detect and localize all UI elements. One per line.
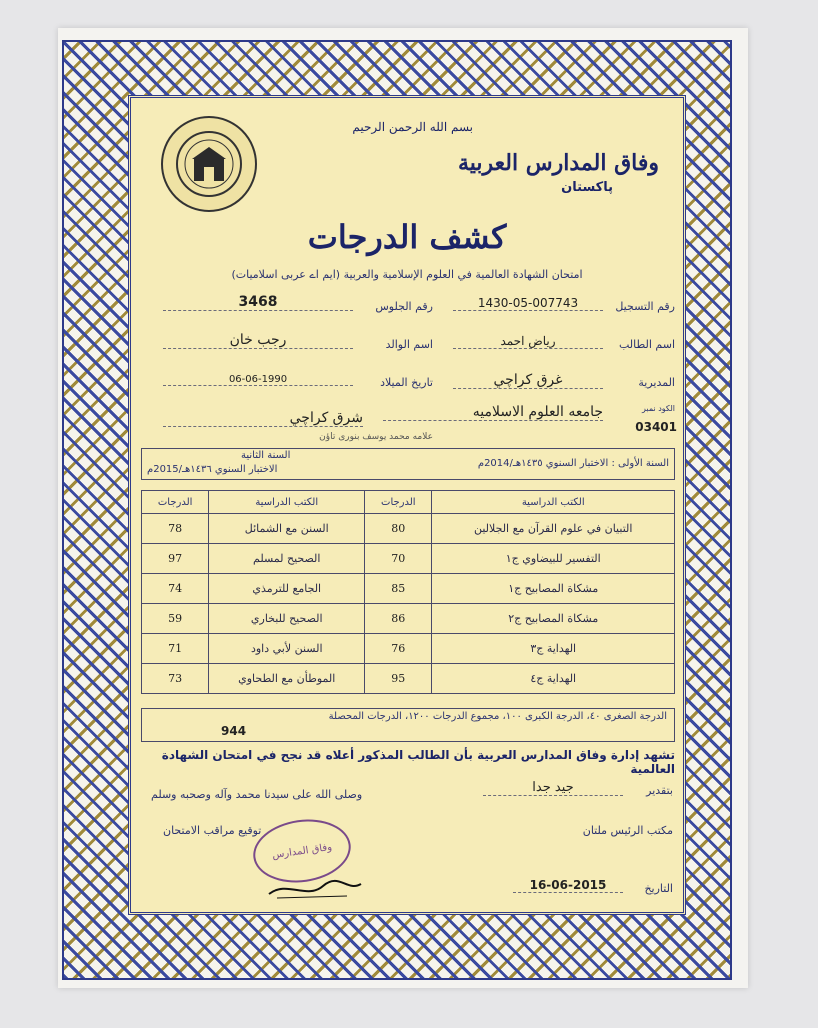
office-label: مكتب الرئيس ملتان — [582, 824, 673, 837]
subject-cell: الصحيح لمسلم — [209, 544, 365, 574]
table-header-row — [142, 491, 675, 514]
grade-cell: 71 — [142, 634, 209, 664]
table-row — [142, 574, 675, 604]
table-row — [142, 604, 675, 634]
subject-cell: الصحيح للبخاري — [209, 604, 365, 634]
school-address: علامه محمد يوسف بنورى تاؤن — [319, 432, 433, 442]
examiner-label: توقيع مراقب الامتحان — [163, 824, 262, 837]
grade-cell: 86 — [365, 604, 432, 634]
subject-cell: التبيان في علوم القرآن مع الجلالين — [432, 514, 675, 544]
subject-cell: السنن لأبي داود — [209, 634, 365, 664]
org-country: پاکستان — [561, 180, 613, 195]
city-value: غرق كراچي — [453, 372, 603, 389]
subject-cell: الموطأن مع الطحاوي — [209, 664, 365, 694]
emblem-seal-icon — [161, 116, 257, 212]
grade-cell: 74 — [142, 574, 209, 604]
table-row — [142, 514, 675, 544]
second-year-title: السنة الثانية — [241, 450, 291, 461]
totals-obtained: 944 — [221, 724, 247, 738]
subject-cell: الهداية ج٤ — [432, 664, 675, 694]
father-label: اسم الوالد — [385, 338, 433, 351]
reg-label: رقم التسجيل — [615, 300, 675, 313]
grade-cell: 78 — [142, 514, 209, 544]
reg-value: 1430-05-007743 — [453, 296, 603, 311]
school-code-label: الكود نمبر — [642, 404, 675, 413]
totals-summary: الدرجة الصغرى ٤٠، الدرجة الكبرى ١٠٠، مجموع الدرجات ١٢٠٠، الدرجات المحصلة — [328, 711, 667, 722]
grade-cell: 73 — [142, 664, 209, 694]
school-value: جامعه العلوم الاسلاميه — [383, 404, 603, 421]
dob-label: تاريخ الميلاد — [380, 376, 433, 389]
grade-cell: 80 — [365, 514, 432, 544]
col-grade-1: الدرجات — [365, 491, 432, 514]
student-label: اسم الطالب — [618, 338, 675, 351]
student-value: رياض احمد — [453, 334, 603, 349]
grade-cell: 97 — [142, 544, 209, 574]
blessing: وصلى الله على سيدنا محمد وآله وصحبه وسلم — [151, 788, 363, 801]
roll-label: رقم الجلوس — [375, 300, 433, 313]
grade-cell: 85 — [365, 574, 432, 604]
col-grade-2: الدرجات — [142, 491, 209, 514]
date-label: التاريخ — [644, 882, 673, 895]
school-city: شرق كراچي — [163, 410, 363, 427]
grade-cell: 95 — [365, 664, 432, 694]
second-year: الاختبار السنوي ١٤٣٦هـ/2015م — [147, 464, 278, 475]
grade-cell: 76 — [365, 634, 432, 664]
document-title: كشف الدرجات — [307, 218, 507, 256]
table-row — [142, 544, 675, 574]
school-code: 03401 — [635, 420, 677, 434]
table-row — [142, 634, 675, 664]
subject-cell: الجامع للترمذي — [209, 574, 365, 604]
city-label: المديرية — [638, 376, 675, 389]
first-year: السنة الأولى : الاختبار السنوي ١٤٣٥هـ/2014م — [477, 458, 669, 469]
certify-text: تشهد إدارة وفاق المدارس العربية بأن الطالب المذكور أعلاه قد نجح في امتحان الشهادة العالمية — [161, 748, 675, 776]
grade-cell: 59 — [142, 604, 209, 634]
stamp-text: وفاق المدارس — [271, 841, 333, 861]
grade-label: بتقدير — [646, 784, 673, 797]
grade-cell: 70 — [365, 544, 432, 574]
signature-icon — [267, 876, 363, 902]
roll-value: 3468 — [163, 294, 353, 311]
dob-value: 06-06-1990 — [163, 374, 353, 386]
subject-cell: مشكاة المصابيح ج٢ — [432, 604, 675, 634]
father-value: رجب خان — [163, 332, 353, 349]
grade-value: جيد جدا — [483, 780, 623, 796]
col-subject-1: الكتب الدراسية — [432, 491, 675, 514]
certificate-panel — [128, 95, 686, 915]
subject-cell: مشكاة المصابيح ج١ — [432, 574, 675, 604]
col-subject-2: الكتب الدراسية — [209, 491, 365, 514]
subject-cell: الهداية ج٣ — [432, 634, 675, 664]
bismillah: بسم الله الرحمن الرحيم — [352, 120, 473, 134]
date-value: 16-06-2015 — [513, 878, 623, 893]
table-row — [142, 664, 675, 694]
subject-cell: التفسير للبيضاوي ج١ — [432, 544, 675, 574]
grades-table — [141, 490, 675, 694]
document-subtitle: امتحان الشهادة العالمية في العلوم الإسلامية والعربية (ایم اے عربی اسلامیات) — [231, 268, 583, 281]
subject-cell: السنن مع الشمائل — [209, 514, 365, 544]
org-name: وفاق المدارس العربية — [457, 150, 659, 176]
